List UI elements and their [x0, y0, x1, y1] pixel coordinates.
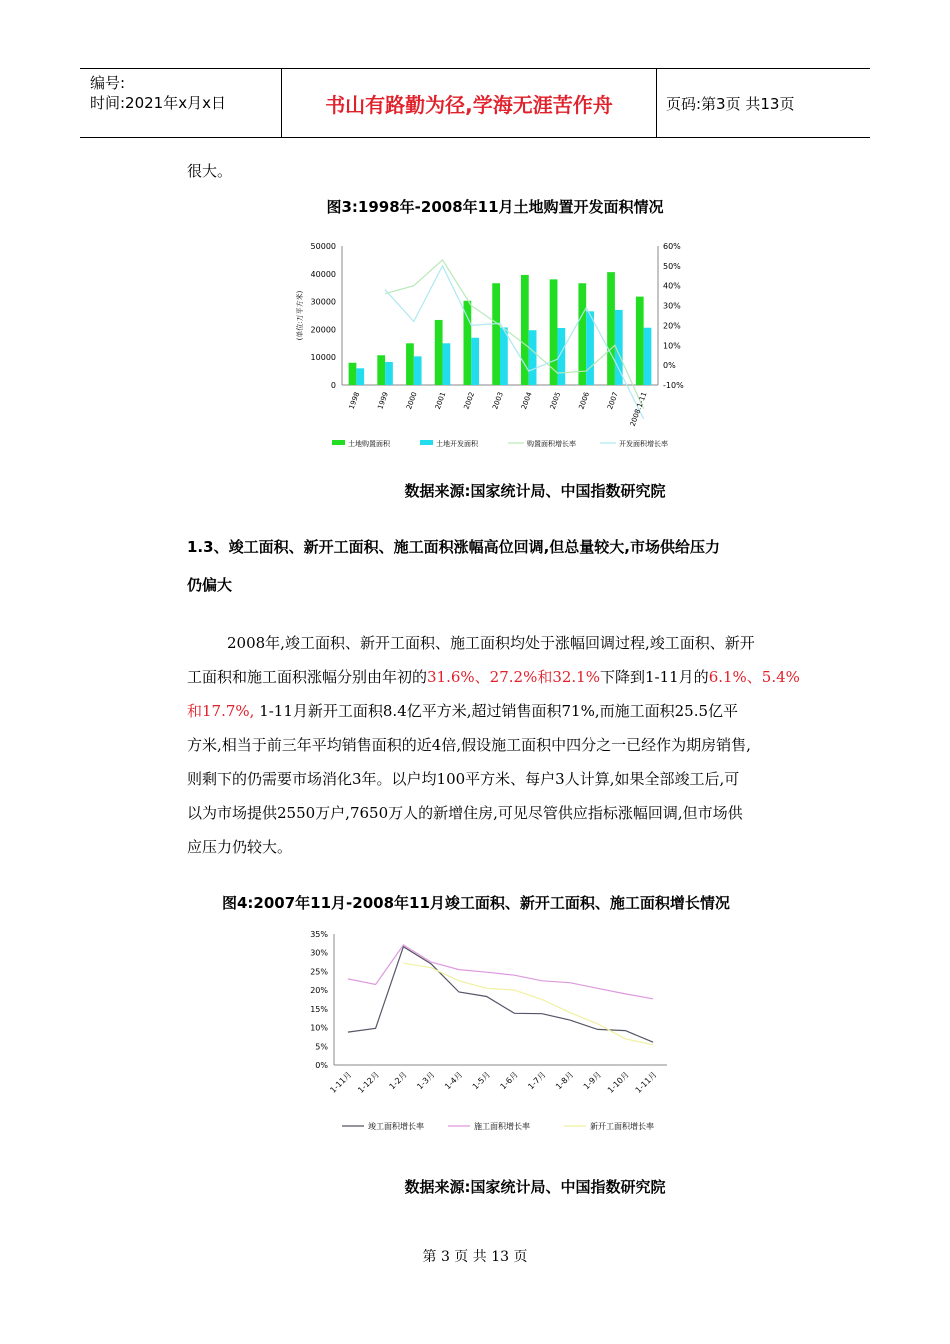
- y2-tick-label: 10%: [663, 341, 681, 351]
- figure3-chart: [280, 230, 720, 460]
- legend-label: 竣工面积增长率: [368, 1122, 424, 1131]
- bar: [471, 338, 479, 385]
- section-title: [187, 528, 867, 604]
- figure4-source: 数据来源:国家统计局、中国指数研究院: [404, 1178, 666, 1196]
- bar: [644, 328, 652, 385]
- para-highlight: 和17.7%,: [187, 702, 255, 720]
- x-tick-label: 1-7月: [526, 1070, 548, 1092]
- bar: [435, 320, 443, 385]
- y-tick-label: 15%: [310, 1004, 328, 1014]
- y2-tick-label: 0%: [663, 361, 676, 371]
- y2-tick-label: 20%: [663, 321, 681, 331]
- x-tick-label: 2000: [405, 390, 419, 411]
- para-text: 1-11月新开工面积8.4亿平方米,超过销售面积71%,而施工面积25.5亿平: [254, 702, 739, 720]
- header-number: 编号:: [90, 74, 126, 92]
- y-tick-label: 10000: [310, 353, 336, 363]
- page-footer: 第 3 页 共 13 页: [422, 1249, 528, 1265]
- series-line: [385, 266, 643, 419]
- y-tick-label: 5%: [315, 1042, 328, 1052]
- para-line-4: 方米,相当于前三年平均销售面积的近4倍,假设施工面积中四分之一已经作为期房销售,: [187, 736, 751, 754]
- bar: [529, 330, 537, 385]
- bar: [578, 283, 586, 385]
- bar: [406, 343, 414, 385]
- legend-label: 土地开发面积: [436, 440, 478, 448]
- section-title-line2: 仍偏大: [187, 576, 233, 594]
- y-tick-label: 35%: [310, 930, 328, 939]
- x-tick-label: 1-2月: [387, 1070, 409, 1092]
- y-tick-label: 50000: [310, 242, 336, 251]
- x-tick-label: 1-5月: [470, 1070, 493, 1092]
- body-paragraph: [187, 626, 852, 864]
- bar: [500, 327, 508, 385]
- bar: [492, 283, 500, 385]
- x-tick-label: 1-11月: [328, 1070, 354, 1095]
- para-line-2: [187, 660, 852, 694]
- x-tick-label: 1999: [376, 390, 390, 411]
- y2-tick-label: 40%: [663, 281, 681, 291]
- header-motto: 书山有路勤为径,学海无涯苦作舟: [282, 69, 657, 137]
- para-text: 下降到1-11月的: [599, 668, 709, 686]
- bar: [349, 363, 357, 385]
- x-tick-label: 1-10月: [605, 1070, 631, 1095]
- bar: [443, 343, 451, 385]
- header-time: 时间:2021年x月x日: [90, 94, 226, 112]
- bar: [385, 362, 393, 385]
- y-axis-label: (单位:万平方米): [296, 290, 304, 341]
- bar: [607, 272, 615, 385]
- y-tick-label: 25%: [310, 967, 328, 977]
- y2-tick-label: 50%: [663, 261, 681, 271]
- header-page-info: 页码:第3页 共13页: [666, 94, 795, 113]
- x-tick-label: 2004: [519, 390, 534, 411]
- para-line-1: 2008年,竣工面积、新开工面积、施工面积均处于涨幅回调过程,竣工面积、新开: [227, 634, 755, 652]
- y2-tick-label: 30%: [663, 301, 681, 311]
- series-line: [348, 947, 653, 1042]
- intro-tail: 很大。: [187, 162, 233, 180]
- para-highlight: 31.6%、27.2%和32.1%: [427, 668, 600, 686]
- x-tick-label: 1-12月: [356, 1070, 382, 1095]
- para-text: 工面积和施工面积涨幅分别由年初的: [187, 668, 428, 686]
- x-tick-label: 1-6月: [498, 1070, 520, 1092]
- y-tick-label: 30%: [310, 948, 328, 958]
- bar: [636, 297, 644, 385]
- series-line: [385, 260, 643, 409]
- para-line-6: 以为市场提供2550万户,7650万人的新增住房,可见尽管供应指标涨幅回调,但市场供: [187, 804, 743, 822]
- legend-label: 购置面积增长率: [527, 440, 576, 448]
- y-tick-label: 20%: [310, 986, 328, 996]
- bar: [464, 301, 472, 385]
- section-title-line1: 1.3、竣工面积、新开工面积、施工面积涨幅高位回调,但总量较大,市场供给压力: [187, 538, 720, 556]
- figure4-caption: 图4:2007年11月-2008年11月竣工面积、新开工面积、施工面积增长情况: [222, 894, 730, 912]
- y2-tick-label: -10%: [663, 381, 684, 390]
- header-meta: [80, 69, 282, 137]
- y-tick-label: 0: [330, 381, 336, 390]
- x-tick-label: 2008.1-11: [628, 390, 649, 428]
- x-tick-label: 1-3月: [415, 1070, 437, 1092]
- legend-label: 开发面积增长率: [619, 440, 668, 448]
- legend-swatch: [420, 440, 433, 445]
- legend-label: 施工面积增长率: [474, 1122, 530, 1131]
- bar: [414, 356, 422, 385]
- x-tick-label: 2002: [462, 390, 477, 411]
- bar: [586, 311, 594, 385]
- legend-label: 新开工面积增长率: [590, 1122, 654, 1131]
- x-tick-label: 1-11月: [633, 1070, 659, 1095]
- series-line: [403, 963, 653, 1045]
- figure4-chart: [280, 925, 700, 1140]
- series-line: [348, 945, 653, 999]
- bar: [377, 355, 385, 385]
- x-tick-label: 1-9月: [581, 1070, 604, 1092]
- legend-swatch: [332, 440, 345, 445]
- x-tick-label: 2006: [577, 390, 592, 411]
- x-tick-label: 2003: [491, 390, 505, 411]
- y-tick-label: 10%: [310, 1023, 328, 1033]
- para-line-3: [187, 694, 852, 728]
- para-line-5: 则剩下的仍需要市场消化3年。以户均100平方米、每户3人计算,如果全部竣工后,可: [187, 770, 740, 788]
- x-tick-label: 1-4月: [443, 1070, 465, 1092]
- figure3-caption: 图3:1998年-2008年11月土地购置开发面积情况: [326, 198, 664, 216]
- y-tick-label: 0%: [315, 1061, 328, 1070]
- x-tick-label: 1998: [347, 390, 362, 411]
- y-tick-label: 40000: [310, 269, 336, 279]
- x-tick-label: 2005: [548, 390, 563, 411]
- figure3-source: 数据来源:国家统计局、中国指数研究院: [404, 482, 666, 500]
- y2-tick-label: 60%: [663, 242, 681, 251]
- x-tick-label: 2007: [606, 390, 620, 411]
- x-tick-label: 2001: [433, 390, 448, 411]
- para-highlight: 6.1%、5.4%: [708, 668, 800, 686]
- legend-label: 土地购置面积: [348, 440, 390, 448]
- page-header: [80, 68, 870, 138]
- para-line-7: 应压力仍较大。: [187, 838, 293, 856]
- x-tick-label: 1-8月: [554, 1070, 576, 1092]
- bar: [356, 368, 364, 385]
- y-tick-label: 20000: [310, 325, 336, 335]
- y-tick-label: 30000: [310, 297, 336, 307]
